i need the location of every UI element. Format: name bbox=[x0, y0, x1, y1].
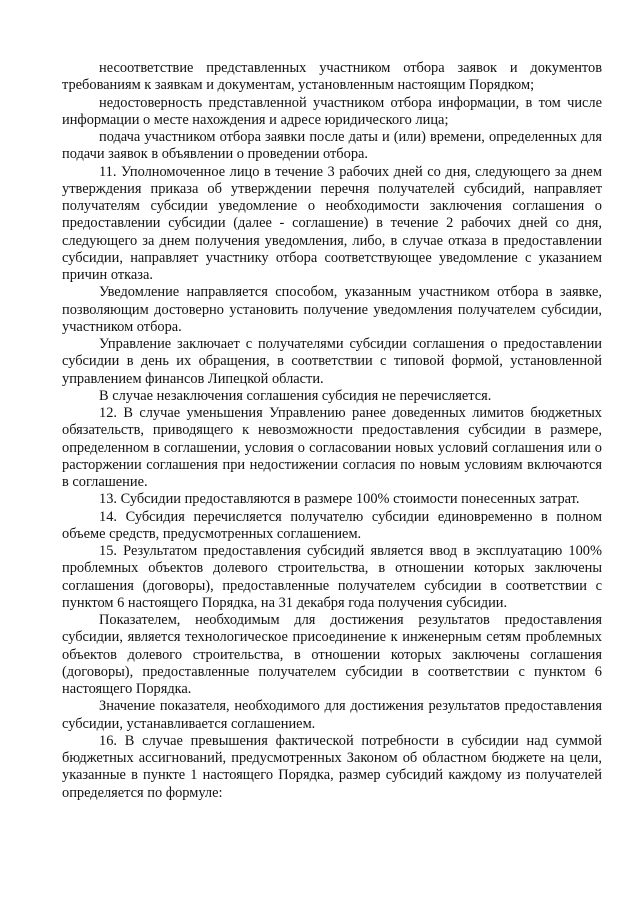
paragraph: Уведомление направляется способом, указанным участником отбора в заявке, позволяющим достоверно установить получение уведомления получателем субсидии, участником отбора. bbox=[62, 284, 602, 335]
paragraph: 12. В случае уменьшения Управлению ранее доведенных лимитов бюджетных обязательств, приводящего к невозможности предоставления субсидии в размере, определенном в соглашении, условия о согласовании новых условий соглашения или о расторжении соглашения при недостижении согласия по новым условиям включаются в соглашение. bbox=[62, 405, 602, 490]
paragraph: Значение показателя, необходимого для достижения результатов предоставления субсидии, устанавливается соглашением. bbox=[62, 698, 602, 732]
paragraph: 13. Субсидии предоставляются в размере 100% стоимости понесенных затрат. bbox=[99, 491, 580, 508]
paragraph: Управление заключает с получателями субсидии соглашения о предоставлении субсидии в день их обращения, в соответствии с типовой формой, установленной управлением финансов Липецкой области. bbox=[62, 336, 602, 387]
paragraph: 11. Уполномоченное лицо в течение 3 рабочих дней со дня, следующего за днем утверждения приказа об утверждении перечня получателей субсидий, направляет получателям субсидии уведомление о необходимости заключения соглашения о предоставлении субсидии (далее - соглашение) в течение 2 рабочих дней со дня, следующего за днем получения уведомления, либо, в случае отказа в предоставлении субсидии, направляет участнику отбора соответствующее уведомление с указанием причин отказа. bbox=[62, 163, 602, 283]
paragraph: подача участником отбора заявки после даты и (или) времени, определенных для подачи заявок в объявлении о проведении отбора. bbox=[62, 129, 602, 163]
paragraph: 15. Результатом предоставления субсидий является ввод в эксплуатацию 100% проблемных объектов долевого строительства, в отношении которых заключены соглашения (договоры), предоставленные получателем субсидии в соответствии с пунктом 6 настоящего Порядка, на 31 декабря года получения субсидии. bbox=[62, 543, 602, 611]
paragraph: В случае незаключения соглашения субсидия не перечисляется. bbox=[99, 387, 492, 404]
paragraph: несоответствие представленных участником отбора заявок и документов требованиям к заявкам и документам, установленным настоящим Порядком; bbox=[62, 60, 602, 94]
paragraph: 14. Субсидия перечисляется получателю субсидии единовременно в полном объеме средств, предусмотренных соглашением. bbox=[62, 508, 602, 542]
paragraph: Показателем, необходимым для достижения результатов предоставления субсидии, является технологическое присоединение к инженерным сетям проблемных объектов долевого строительства, в отношении которых заключены соглашения (договоры), предоставленные получателем субсидии в соответствии с пунктом 6 настоящего Порядка. bbox=[62, 612, 602, 697]
document-page bbox=[62, 60, 602, 802]
paragraph: недостоверность представленной участником отбора информации, в том числе информации о месте нахождения и адресе юридического лица; bbox=[62, 94, 602, 128]
paragraph: 16. В случае превышения фактической потребности в субсидии над суммой бюджетных ассигнований, предусмотренных Законом об областном бюджете на цели, указанные в пункте 1 настоящего Порядка, размер субсидий каждому из получателей определяется по формуле: bbox=[62, 732, 602, 801]
